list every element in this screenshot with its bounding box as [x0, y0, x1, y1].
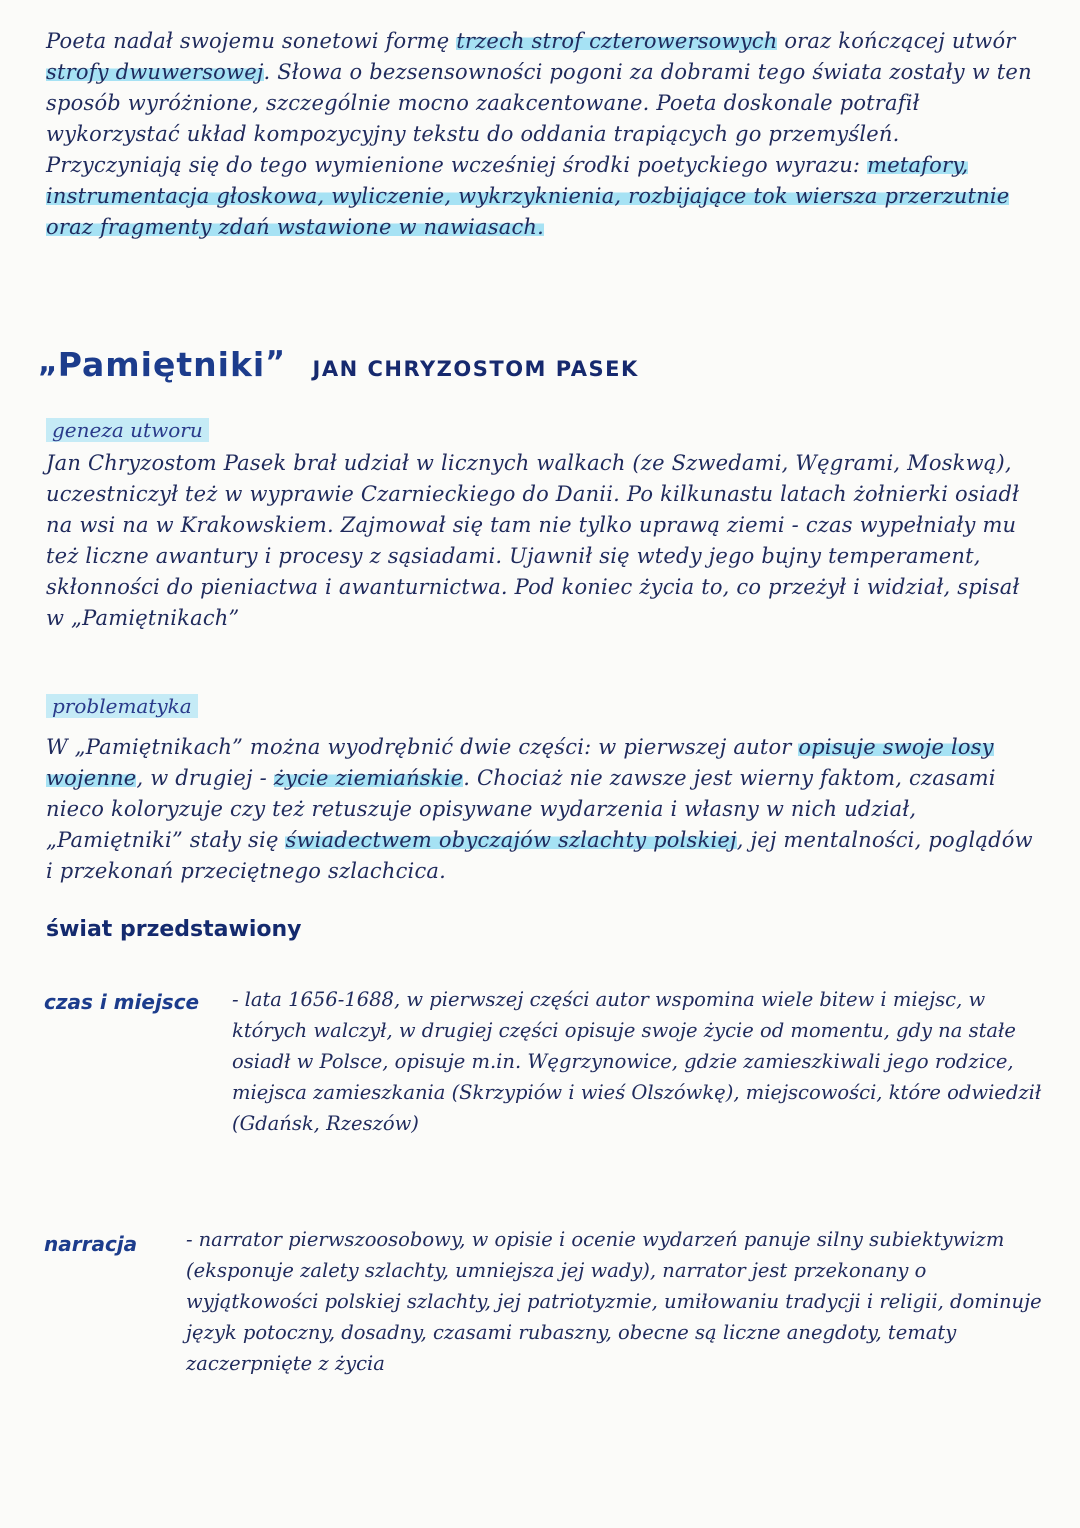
problematyka-highlight: opisuje swoje losy wojenne: [46, 735, 994, 790]
intro-paragraph: [46, 26, 1036, 243]
problematyka-text: W „Pamiętnikach” można wyodrębnić dwie części: w pierwszej autor: [46, 735, 799, 759]
title-open-quote: „: [38, 345, 58, 380]
title-author: JAN CHRYZOSTOM PASEK: [312, 357, 639, 381]
czas-miejsce-text: [232, 984, 1042, 1139]
narracja-text: [186, 1224, 1044, 1379]
intro-text: . Słowa o bezsensowności pogoni za dobrami tego świata zostały w ten sposób wyróżnione, szczególnie mocno zaakcentowane. Poeta doskonale potrafił wykorzystać układ kompozycyjny tekstu do oddania trapiących go przemyśleń. Przyczyniają się do tego wymienione wcześniej środki poetyckiego wyrazu:: [46, 60, 1032, 177]
title-name: Pamiętniki: [57, 345, 266, 384]
problematyka-heading: problematyka: [46, 694, 198, 718]
geneza-heading: geneza utworu: [46, 418, 209, 442]
narracja-label: narracja: [44, 1232, 138, 1256]
work-title: [38, 345, 639, 384]
dash: -: [232, 988, 239, 1011]
problematyka-text: , w drugiej -: [136, 766, 274, 790]
intro-highlight: strofy dwuwersowej: [46, 60, 264, 84]
intro-highlight: trzech strof czterowersowych: [456, 29, 778, 53]
czas-miejsce-body: lata 1656-1688, w pierwszej części autor wspomina wiele bitew i miejsc, w których walczył, w drugiej części opisuje swoje życie od momentu, gdy na stałe osiadł w Polsce, opisuje m.in. Węgrzynowice, gdzie zamieszkiwali jego rodzice, miejsca zamieszkania (Skrzypiów i wieś Olszówkę), miejscowości, które odwiedził (Gdańsk, Rzeszów): [232, 988, 1042, 1135]
problematyka-text: , jej mentalności, poglądów i przekonań przeciętnego szlachcica.: [46, 828, 1033, 883]
intro-highlight: metafory, instrumentacja głoskowa, wyliczenie, wykrzyknienia, rozbijające tok wiersza przerzutnie oraz fragmenty zdań wstawione w nawiasach.: [46, 153, 1010, 239]
narracja-body: narrator pierwszoosobowy, w opisie i ocenie wydarzeń panuje silny subiektywizm (eksponuje zalety szlachty, umniejsza jej wady), narrator jest przekonany o wyjątkowości polskiej szlachty, jej patriotyzmie, umiłowaniu tradycji i religii, dominuje język potoczny, dosadny, czasami rubaszny, obecne są liczne anegdoty, tematy zaczerpnięte z życia: [186, 1228, 1042, 1375]
problematyka-highlight: życie ziemiańskie: [273, 766, 464, 790]
czas-miejsce-label: czas i miejsce: [44, 990, 200, 1014]
dash: -: [186, 1228, 193, 1251]
problematyka-highlight: świadectwem obyczajów szlachty polskiej: [285, 828, 737, 852]
geneza-paragraph: Jan Chryzostom Pasek brał udział w licznych walkach (ze Szwedami, Węgrami, Moskwą), uczestniczył też w wyprawie Czarnieckiego do Danii. Po kilkunastu latach żołnierki osiadł na wsi na w Krakowskiem. Zajmował się tam nie tylko uprawą ziemi - czas wypełniały mu też liczne awantury i procesy z sąsiadami. Ujawnił się wtedy jego bujny temperament, skłonności do pieniactwa i awanturnictwa. Pod koniec życia to, co przeżył i widział, spisał w „Pamiętnikach”: [46, 451, 1020, 630]
intro-text: Poeta nadał swojemu sonetowi formę: [46, 29, 457, 53]
problematyka-paragraph: [46, 732, 1036, 887]
intro-text: oraz kończącej utwór: [777, 29, 1016, 53]
swiat-heading: świat przedstawiony: [46, 917, 302, 942]
title-close-quote: ”: [265, 345, 285, 380]
problematyka-text: . Chociaż nie zawsze jest wierny faktom, czasami nieco koloryzuje czy też retuszuje opisywane wydarzenia i własny w nich udział, „Pamiętniki” stały się: [46, 766, 996, 852]
